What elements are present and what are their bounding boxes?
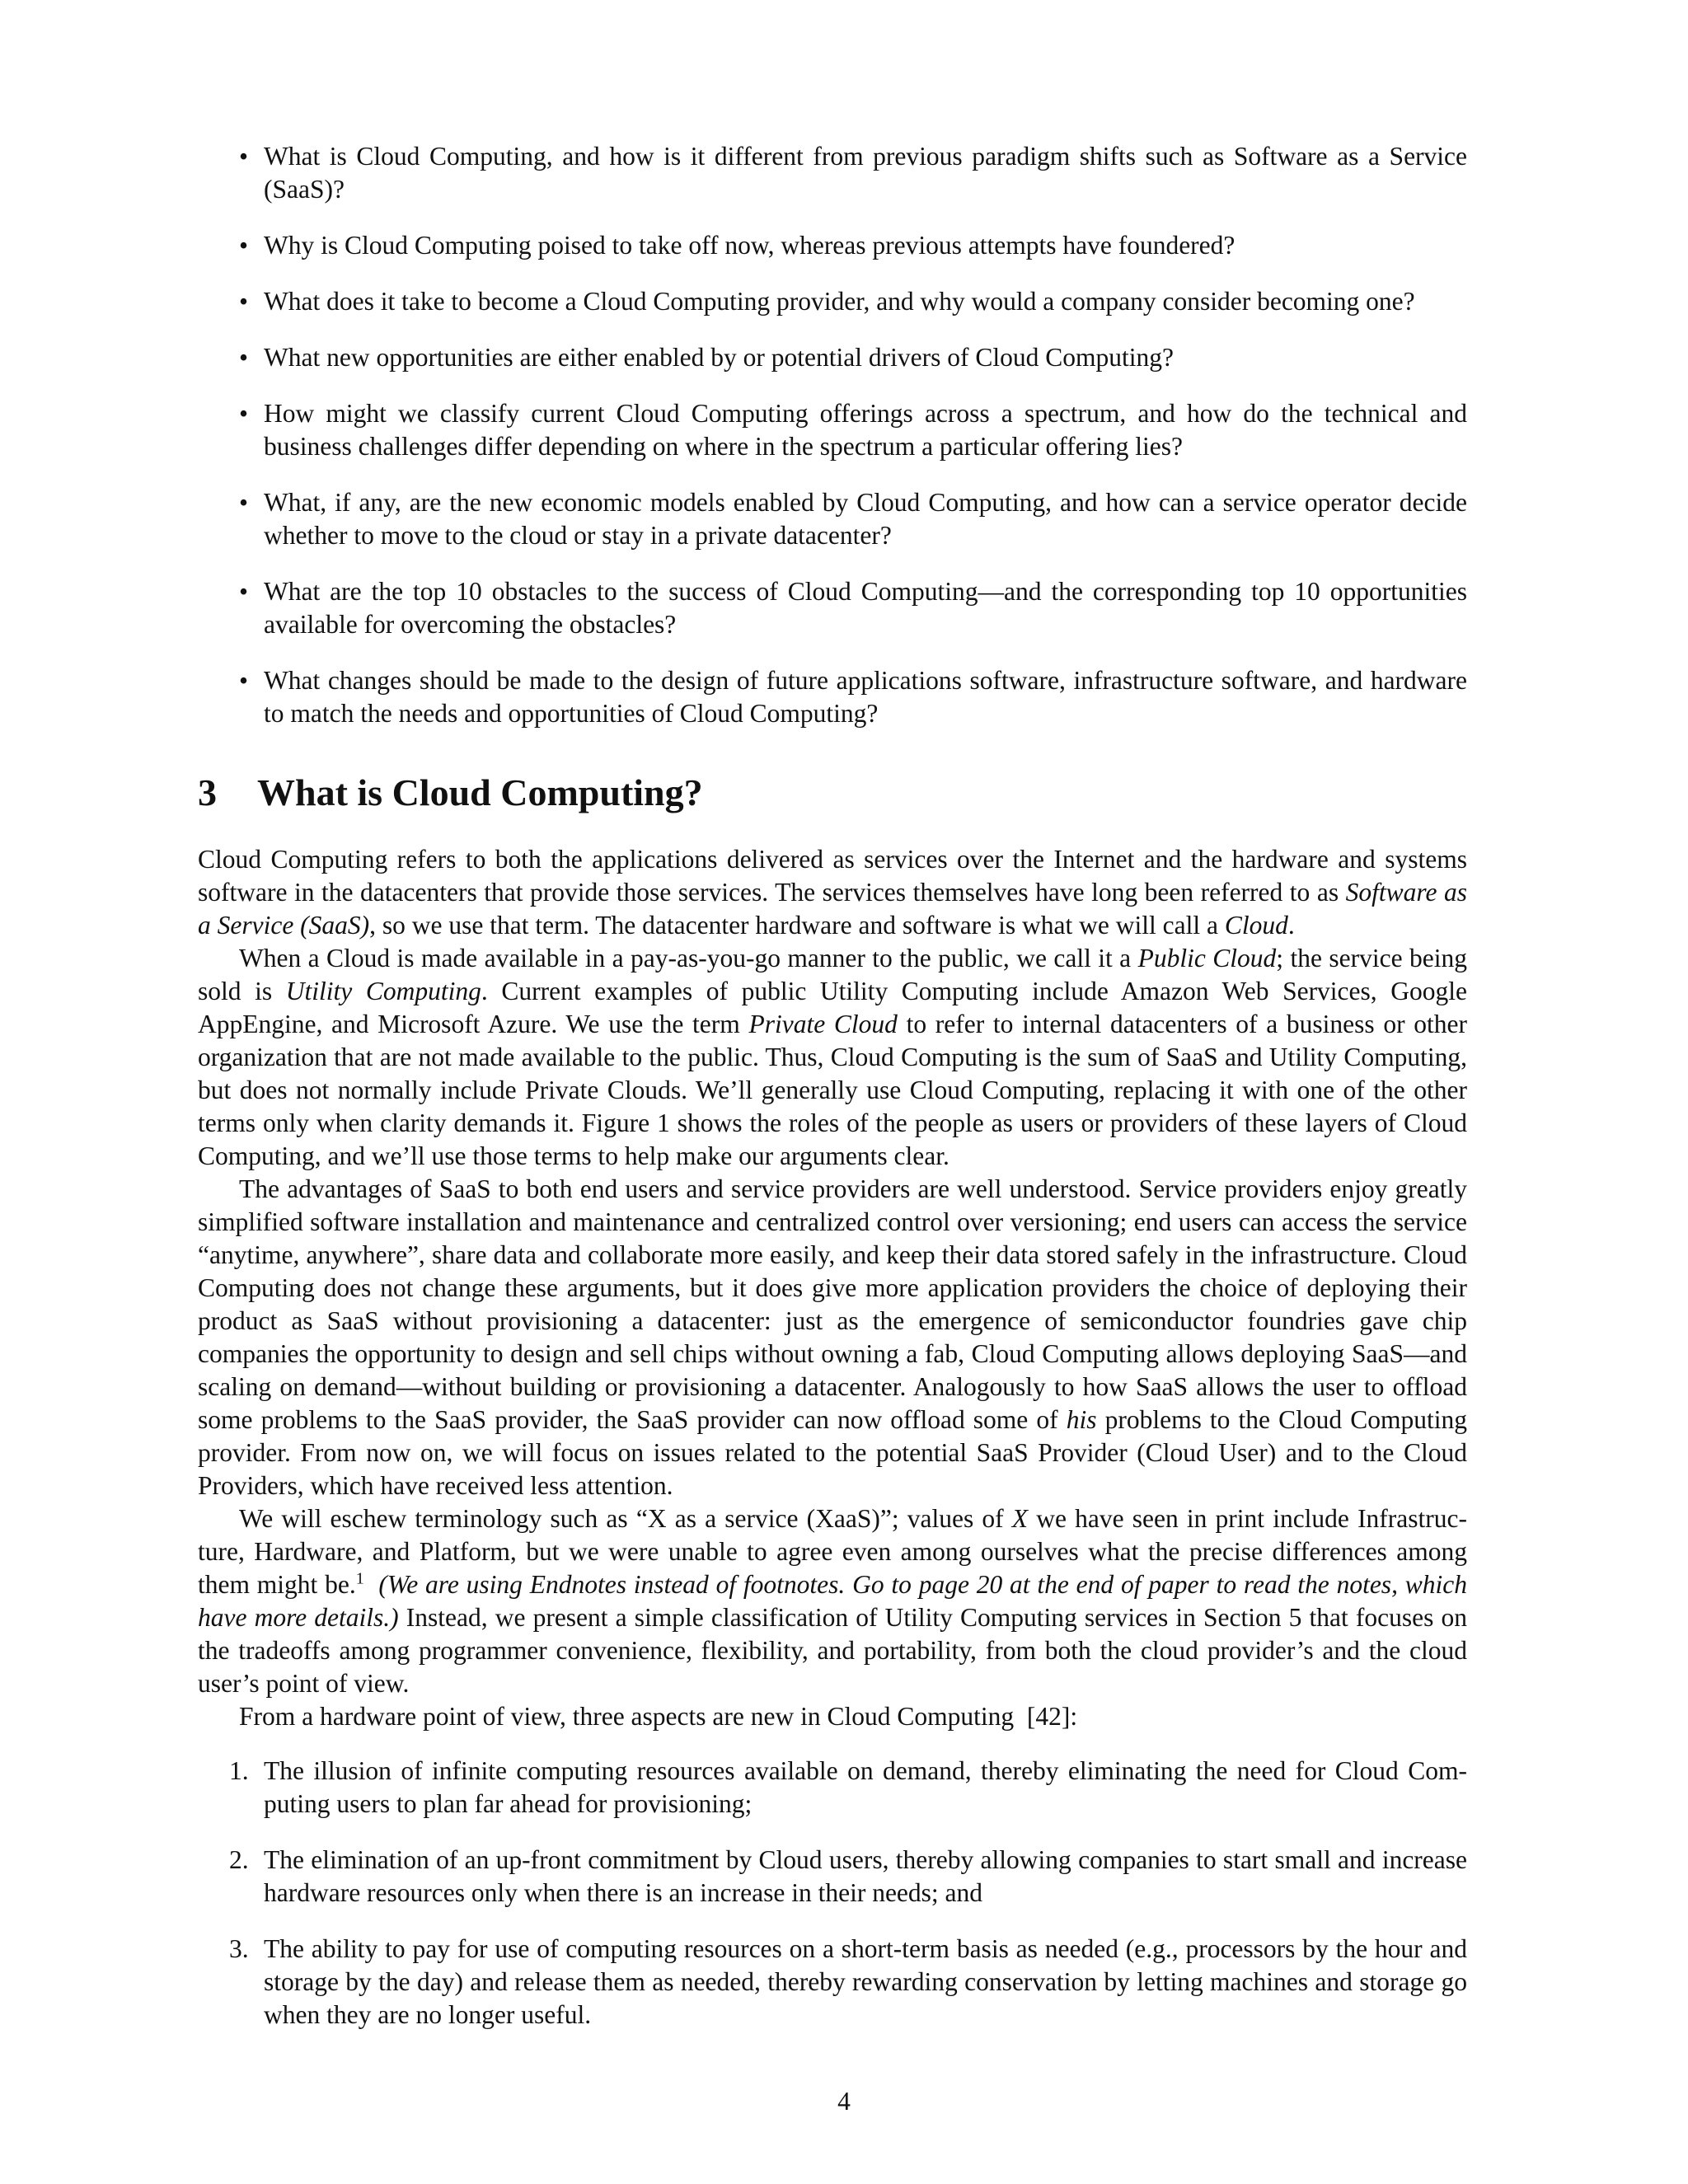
page-number: 4 [837, 2087, 851, 2116]
list-item: • Why is Cloud Computing poised to take off now, whereas previous attempts have foundered? [264, 229, 1467, 262]
endnote-remark: (We are using Endnotes instead of footnotes. Go to page 20 at the end of paper to read the notes, which have more details.) [198, 1570, 1468, 1632]
bullet-icon: • [239, 343, 249, 372]
list-item: • What changes should be made to the design of future applications software, infrastructure software, and hardware to match the needs and opportunities of Cloud Computing? [239, 666, 1467, 728]
list-item: 3. The ability to pay for use of computing resources on a short-term basis as needed (e.g., processors by the hour and storage by the day) and release them as needed, thereby rewarding conservation by letting machines and storage go when they are no longer useful. [229, 1934, 1467, 2029]
list-item: • What is Cloud Computing, and how is it different from previous paradigm shifts such as Software as a Service (SaaS)? [239, 142, 1467, 204]
list-item: 2. The elimination of an up-front commitment by Cloud users, thereby allowing companies to start small and increase hardware resources only when there is an increase in their needs; and [229, 1845, 1467, 1907]
bullet-icon: • [239, 488, 249, 517]
paragraph-terminology: We will eschew terminology such as “X as a service (XaaS)”; values of X we have seen in print include Infrastructure, Hardware, and Platform, but we were unable to agree even among ourselves what the precise differences among them might be.$^1$ (We are using Endnotes instead of footnotes. Go to page 20 at the end of paper to read the notes, which have more details.) Instead, we present a simple classification of Utility Computing services in Section 5 that focuses on the tradeoffs among programmer convenience, flexibility, and portability, from both the cloud provider’s and the cloud user’s point of view. [198, 1504, 1468, 1698]
paragraph-public-cloud: When a Cloud is made available in a pay-as-you-go manner to the public, we call it a Public Cloud; the service being sold is Utility Computing. Current examples of public Utility Computing include Amazon Web Services, Google AppEngine, and Microsoft Azure. We use the term Private Cloud to refer to internal datacenters of a business or other organization that are not made available to the public. Thus, Cloud Computing is the sum of SaaS and Utility Computing, but does not normally include Private Clouds. We’ll generally use Cloud Computing, replacing it with one of the other terms only when clarity demands it. Figure 1 shows the roles of the people as users or providers of these layers of Cloud Computing, and we’ll use those terms to help make our arguments clear. [198, 944, 1467, 1170]
section-body [198, 843, 1467, 2055]
item-number: 1. [229, 1756, 249, 1785]
section-title: What is Cloud Computing? [257, 771, 703, 813]
list-item: • What are the top 10 obstacles to the success of Cloud Computing—and the corresponding top 10 opportunities available for overcoming the obstacles? [239, 577, 1467, 639]
bullet-icon: • [239, 399, 249, 428]
paragraph-hardware-intro: From a hardware point of view, three aspects are new in Cloud Computing [42]: [239, 1702, 1078, 1731]
bullet-icon: • [239, 666, 249, 695]
bullet-icon: • [239, 142, 249, 171]
list-item: • What, if any, are the new economic models enabled by Cloud Computing, and how can a service operator decide whether to move to the cloud or stay in a private datacenter? [239, 488, 1467, 550]
section-heading [198, 771, 703, 814]
paragraph-saas-advantages: The advantages of SaaS to both end users and service providers are well understood. Service providers enjoy greatly simplified software installation and maintenance and centralized control over versioning; end users can access the service “anytime, anywhere”, share data and collaborate more easily, and keep their data stored safely in the infrastructure. Cloud Computing does not change these arguments, but it does give more application providers the choice of deploying their product as SaaS without provisioning a datacenter: just as the emergence of semiconductor foundries gave chip companies the opportunity to design and sell chips without owning a fab, Cloud Computing allows deploying SaaS—and scaling on demand—without building or provisioning a datacenter. Analogously to how SaaS allows the user to offload some problems to the SaaS provider, the SaaS provider can now offload some of his problems to the Cloud Computing provider. From now on, we will focus on issues related to the potential SaaS Provider (Cloud User) and to the Cloud Providers, which have received less attention. [198, 1174, 1467, 1500]
item-number: 3. [229, 1934, 249, 1963]
endnote-marker: 1 [355, 1569, 364, 1588]
list-item: • How might we classify current Cloud Computing offerings across a spectrum, and how do the technical and business challenges differ depending on where in the spectrum a particular offering lies? [239, 399, 1467, 461]
bullet-icon: • [239, 577, 249, 606]
hardware-aspects-list [229, 1755, 1467, 2032]
bullet-icon: • [239, 231, 249, 260]
bullet-icon: • [239, 287, 249, 316]
question-list [239, 140, 1467, 753]
list-item: • What new opportunities are either enabled by or potential drivers of Cloud Computing? [264, 341, 1467, 374]
item-number: 2. [229, 1845, 249, 1874]
section-number: 3 [198, 771, 217, 813]
paragraph-definition: Cloud Computing refers to both the applications delivered as services over the Internet and the hardware and systems software in the datacenters that provide those services. The services themselves have long been referred to as Software as a Service (SaaS), so we use that term. The datacenter hardware and software is what we will call a Cloud. [198, 845, 1468, 940]
list-item: • What does it take to become a Cloud Computing provider, and why would a company consider becoming one? [264, 285, 1467, 318]
list-item: 1. The illusion of infinite computing resources available on demand, thereby eliminating the need for Cloud Computing users to plan far ahead for provisioning; [229, 1756, 1467, 1818]
